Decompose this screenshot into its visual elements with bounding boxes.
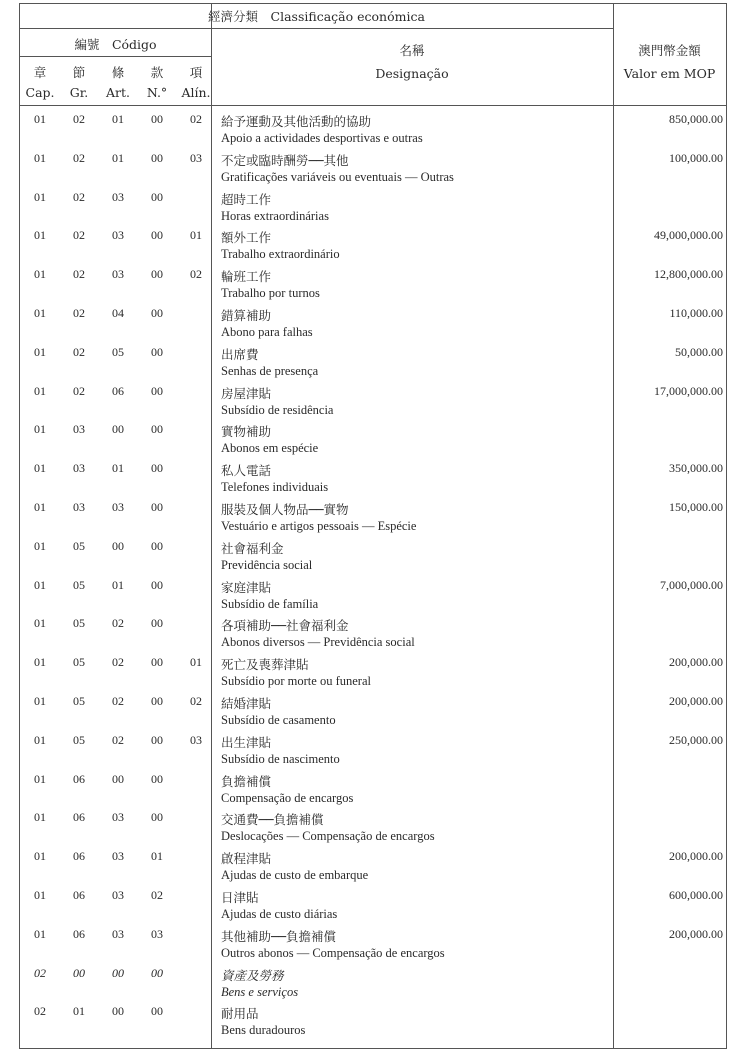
amount: 12,800,000.00	[654, 267, 723, 282]
designation-pt: Horas extraordinárias	[221, 208, 329, 223]
code-gr: 02	[73, 383, 85, 398]
code-art: 01	[112, 577, 124, 592]
designation-zh: 耐用品	[221, 1006, 259, 1022]
code-n: 00	[151, 306, 163, 320]
designation-heading-pt: Designação	[375, 66, 449, 81]
code-n: 00	[151, 383, 163, 398]
designation-zh: 資產及勞務	[221, 967, 284, 983]
code-art: 02	[112, 616, 124, 631]
designation-pt: Telefones individuais	[221, 480, 329, 495]
code-n: 00	[151, 112, 163, 126]
col-art-zh: 條	[111, 65, 125, 80]
designation-zh: 各項補助──社會福利金	[221, 618, 349, 634]
col-alin-pt: Alín.	[181, 85, 211, 100]
code-cap: 01	[34, 771, 46, 786]
code-alin: 02	[190, 267, 202, 282]
designation-zh: 結婚津貼	[221, 696, 272, 711]
code-gr: 00	[73, 965, 85, 980]
code-gr: 03	[73, 461, 85, 476]
code-gr: 02	[73, 112, 85, 126]
amount: 200,000.00	[669, 926, 723, 941]
code-gr: 06	[73, 888, 85, 902]
amount: 250,000.00	[669, 732, 723, 747]
amount: 17,000,000.00	[654, 383, 723, 398]
code-cap: 01	[34, 228, 46, 243]
code-cap: 01	[34, 616, 46, 631]
designation-zh: 家庭津貼	[221, 579, 272, 595]
designation-pt: Abonos diversos — Previdência social	[221, 635, 415, 650]
code-n: 00	[151, 694, 163, 708]
code-gr: 05	[73, 694, 85, 708]
code-gr: 06	[73, 810, 85, 825]
code-gr: 01	[73, 1004, 85, 1019]
value-heading-zh: 澳門幣金額	[638, 43, 701, 58]
col-gr-zh: 節	[72, 65, 86, 80]
designation-pt: Outros abonos — Compensação de encargos	[221, 945, 445, 960]
designation-zh: 房屋津貼	[221, 385, 272, 401]
code-alin: 01	[190, 228, 202, 243]
code-n: 03	[151, 926, 163, 941]
code-n: 00	[151, 422, 163, 437]
code-gr: 03	[73, 422, 85, 437]
designation-pt: Senhas de presença	[221, 363, 319, 378]
code-cap: 01	[34, 267, 46, 282]
designation-zh: 實物補助	[221, 424, 272, 440]
code-n: 01	[151, 849, 163, 864]
code-art: 02	[112, 732, 124, 747]
designation-pt: Subsídio de residência	[221, 402, 334, 417]
code-cap: 01	[34, 577, 46, 592]
designation-pt: Subsídio de casamento	[221, 713, 336, 727]
code-n: 00	[151, 655, 163, 670]
amount: 110,000.00	[669, 306, 723, 320]
amount: 200,000.00	[669, 849, 723, 864]
designation-zh: 死亡及喪葬津貼	[221, 657, 309, 673]
code-gr: 06	[73, 771, 85, 786]
code-n: 00	[151, 189, 163, 204]
designation-zh: 給予運動及其他活動的協助	[221, 114, 372, 129]
designation-zh: 負擔補償	[221, 773, 272, 789]
code-cap: 01	[34, 849, 46, 864]
designation-heading-zh: 名稱	[399, 43, 425, 58]
code-gr: 06	[73, 926, 85, 941]
code-n: 00	[151, 150, 163, 165]
code-heading: 編號 Código	[74, 37, 157, 52]
code-cap: 01	[34, 150, 46, 165]
amount: 100,000.00	[669, 150, 723, 165]
code-art: 05	[112, 344, 124, 359]
designation-pt: Trabalho por turnos	[221, 286, 320, 301]
code-gr: 06	[73, 849, 85, 864]
designation-zh: 服裝及個人物品──實物	[221, 502, 349, 517]
rule-header-bottom	[20, 105, 726, 106]
amount: 850,000.00	[669, 112, 723, 126]
code-alin: 03	[190, 150, 202, 165]
code-art: 00	[112, 422, 124, 437]
designation-pt: Abonos em espécie	[221, 441, 319, 456]
designation-zh: 啟程津貼	[221, 851, 272, 867]
col-art-pt: Art.	[106, 85, 130, 100]
code-art: 03	[112, 500, 124, 514]
designation-zh: 交通費──負擔補償	[221, 812, 324, 828]
code-n: 00	[151, 228, 163, 243]
designation-zh: 超時工作	[221, 191, 272, 207]
code-n: 00	[151, 616, 163, 631]
designation-pt: Trabalho extraordinário	[221, 247, 340, 262]
designation-pt: Subsídio de família	[221, 596, 319, 611]
code-cap: 02	[34, 965, 46, 980]
code-n: 00	[151, 965, 163, 980]
code-alin: 02	[190, 112, 202, 126]
code-gr: 05	[73, 732, 85, 747]
designation-pt: Gratificações variáveis ou eventuais — Outras	[221, 169, 454, 184]
designation-zh: 輪班工作	[221, 269, 272, 285]
designation-zh: 出席費	[221, 346, 259, 362]
code-gr: 05	[73, 577, 85, 592]
code-n: 00	[151, 267, 163, 282]
code-art: 04	[112, 306, 124, 320]
code-cap: 01	[34, 810, 46, 825]
rule-code-designation	[211, 4, 212, 1048]
amount: 200,000.00	[669, 655, 723, 670]
code-gr: 05	[73, 616, 85, 631]
designation-pt: Subsídio por morte ou funeral	[221, 674, 371, 689]
designation-pt: Deslocações — Compensação de encargos	[221, 829, 435, 844]
col-gr-pt: Gr.	[69, 85, 89, 100]
code-n: 00	[151, 771, 163, 786]
col-n-zh: 款	[150, 65, 164, 80]
col-cap-zh: 章	[33, 65, 47, 80]
code-art: 01	[112, 112, 124, 126]
designation-pt: Compensação de encargos	[221, 790, 354, 805]
code-gr: 03	[73, 500, 85, 514]
designation-pt: Ajudas de custo diárias	[221, 907, 338, 921]
code-art: 03	[112, 849, 124, 864]
code-gr: 02	[73, 306, 85, 320]
code-n: 00	[151, 344, 163, 359]
designation-zh: 額外工作	[221, 230, 272, 246]
code-gr: 02	[73, 189, 85, 204]
code-art: 06	[112, 383, 124, 398]
code-cap: 01	[34, 888, 46, 902]
code-alin: 01	[190, 655, 202, 670]
code-art: 03	[112, 888, 124, 902]
code-cap: 01	[34, 655, 46, 670]
col-n-pt: N.°	[146, 85, 168, 100]
code-art: 02	[112, 694, 124, 708]
code-art: 01	[112, 461, 124, 476]
code-art: 02	[112, 655, 124, 670]
code-art: 00	[112, 965, 124, 980]
code-n: 00	[151, 1004, 163, 1019]
code-cap: 02	[34, 1004, 46, 1019]
code-art: 03	[112, 228, 124, 243]
code-cap: 01	[34, 461, 46, 476]
designation-pt: Abono para falhas	[221, 325, 313, 339]
code-cap: 01	[34, 383, 46, 398]
code-art: 03	[112, 810, 124, 825]
designation-zh: 不定或臨時酬勞──其他	[221, 152, 349, 168]
designation-pt: Subsídio de nascimento	[221, 751, 340, 766]
designation-pt: Ajudas de custo de embarque	[221, 868, 369, 883]
code-gr: 05	[73, 655, 85, 670]
code-n: 00	[151, 500, 163, 514]
amount: 150,000.00	[669, 500, 723, 514]
code-art: 00	[112, 1004, 124, 1019]
code-gr: 02	[73, 228, 85, 243]
designation-zh: 出生津貼	[221, 734, 272, 750]
col-alin-zh: 項	[189, 65, 203, 80]
code-n: 00	[151, 577, 163, 592]
code-cap: 01	[34, 189, 46, 204]
rule-classification	[20, 28, 613, 29]
designation-zh: 社會福利金	[221, 540, 284, 556]
code-art: 03	[112, 267, 124, 282]
classification-heading: 經濟分類 Classificação económica	[208, 9, 425, 24]
value-heading-pt: Valor em MOP	[623, 66, 716, 81]
designation-zh: 日津貼	[221, 890, 259, 905]
code-cap: 01	[34, 694, 46, 708]
code-n: 00	[151, 538, 163, 553]
amount: 7,000,000.00	[660, 577, 723, 592]
designation-pt: Bens duradouros	[221, 1023, 306, 1038]
amount: 600,000.00	[669, 888, 723, 902]
code-cap: 01	[34, 344, 46, 359]
code-n: 02	[151, 888, 163, 902]
code-n: 00	[151, 732, 163, 747]
rule-code	[20, 56, 211, 57]
budget-table	[19, 3, 727, 1049]
code-cap: 01	[34, 500, 46, 514]
amount: 49,000,000.00	[654, 228, 723, 243]
code-cap: 01	[34, 926, 46, 941]
code-cap: 01	[34, 732, 46, 747]
code-cap: 01	[34, 306, 46, 320]
code-art: 01	[112, 150, 124, 165]
code-art: 03	[112, 189, 124, 204]
code-art: 03	[112, 926, 124, 941]
code-n: 00	[151, 461, 163, 476]
col-cap-pt: Cap.	[25, 85, 55, 100]
code-cap: 01	[34, 538, 46, 553]
code-gr: 02	[73, 344, 85, 359]
designation-zh: 錯算補助	[221, 308, 272, 323]
code-alin: 02	[190, 694, 202, 708]
designation-pt: Bens e serviços	[221, 984, 299, 999]
code-gr: 05	[73, 538, 85, 553]
code-gr: 02	[73, 267, 85, 282]
designation-pt: Previdência social	[221, 557, 313, 572]
code-cap: 01	[34, 422, 46, 437]
amount: 350,000.00	[669, 461, 723, 476]
amount: 50,000.00	[675, 344, 723, 359]
designation-pt: Vestuário e artigos pessoais — Espécie	[221, 519, 417, 533]
designation-zh: 私人電話	[221, 463, 272, 479]
code-art: 00	[112, 771, 124, 786]
code-art: 00	[112, 538, 124, 553]
code-cap: 01	[34, 112, 46, 126]
designation-zh: 其他補助──負擔補償	[221, 928, 337, 944]
code-alin: 03	[190, 732, 202, 747]
code-n: 00	[151, 810, 163, 825]
designation-pt: Apoio a actividades desportivas e outras	[221, 131, 423, 145]
code-gr: 02	[73, 150, 85, 165]
amount: 200,000.00	[669, 694, 723, 708]
